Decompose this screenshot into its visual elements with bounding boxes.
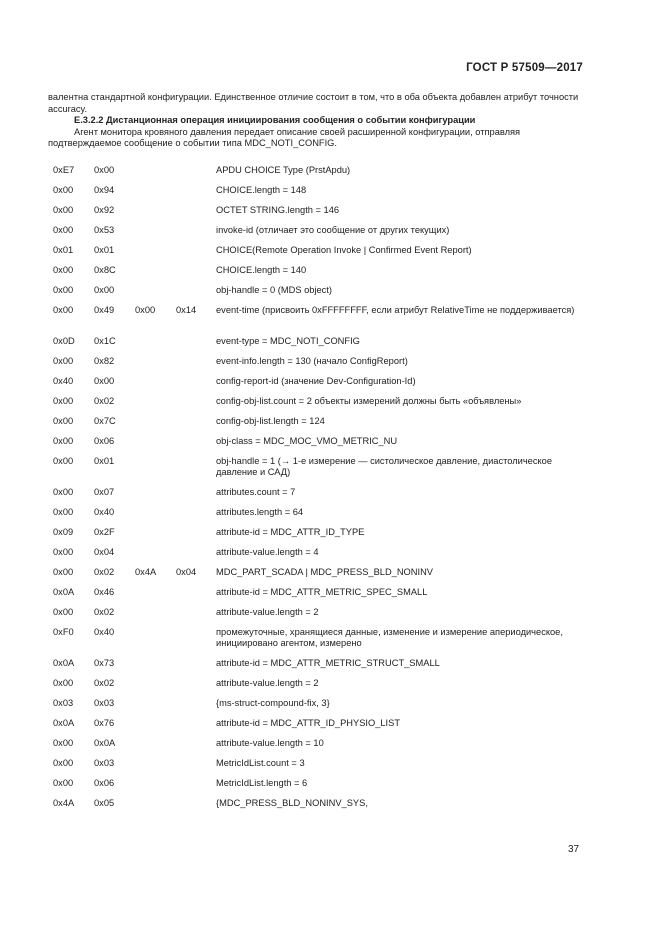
byte-cell: 0x00: [135, 305, 156, 315]
byte-cell: 0x4A: [135, 567, 157, 577]
field-description: obj-handle = 1 (→ 1-е измерение — систолическое давление, диастолическое давление и САД): [216, 456, 552, 478]
byte-cell: 0x00: [53, 185, 74, 195]
byte-cell: 0x00: [53, 356, 74, 366]
field-description: config-obj-list.length = 124: [216, 416, 325, 426]
byte-cell: 0x02: [94, 678, 115, 688]
byte-cell: 0x00: [53, 567, 74, 577]
byte-cell: 0x02: [94, 607, 115, 617]
byte-cell: 0x03: [53, 698, 74, 708]
field-description: {ms-struct-compound-fix, 3}: [216, 698, 330, 708]
byte-cell: 0x00: [94, 285, 115, 295]
byte-cell: 0x06: [94, 436, 115, 446]
field-description: event-time (присвоить 0xFFFFFFFF, если атрибут RelativeTime не поддерживается): [216, 305, 575, 315]
field-description: obj-handle = 0 (MDS object): [216, 285, 333, 295]
byte-cell: 0x00: [53, 507, 74, 517]
field-description: config-report-id (значение Dev-Configuration-Id): [216, 376, 416, 386]
byte-cell: 0x00: [53, 265, 74, 275]
byte-cell: 0x00: [53, 738, 74, 748]
byte-cell: 0x0A: [94, 738, 116, 748]
intro-text: [48, 92, 582, 150]
byte-cell: 0x01: [94, 245, 115, 255]
field-description: config-obj-list.count = 2 объекты измерений должны быть «объявлены»: [216, 396, 522, 406]
byte-cell: 0x03: [94, 758, 115, 768]
byte-cell: 0x40: [53, 376, 74, 386]
field-description: attributes.length = 64: [216, 507, 304, 517]
section-heading: E.3.2.2 Дистанционная операция инициирования сообщения о событии конфигурации: [74, 115, 476, 126]
field-description: attribute-value.length = 10: [216, 738, 324, 748]
byte-cell: 0x49: [94, 305, 115, 315]
byte-cell: 0x00: [94, 376, 115, 386]
intro-paragraph-2: Агент монитора кровяного давления передает описание своей расширенной конфигурации, отправляя подтверждаемое сообщение о событии типа MDC_NOTI_CONFIG.: [48, 126, 521, 149]
field-description: invoke-id (отличает это сообщение от других текущих): [216, 225, 450, 235]
field-description: CHOICE.length = 148: [216, 185, 307, 195]
field-description: CHOICE.length = 140: [216, 265, 307, 275]
field-description: event-info.length = 130 (начало ConfigReport): [216, 356, 408, 366]
field-description: obj-class = MDC_MOC_VMO_METRIC_NU: [216, 436, 398, 446]
field-description: attributes.count = 7: [216, 487, 296, 497]
byte-cell: 0x82: [94, 356, 115, 366]
field-description: attribute-id = MDC_ATTR_ID_TYPE: [216, 527, 365, 537]
byte-cell: 0x04: [176, 567, 197, 577]
byte-cell: 0x00: [53, 607, 74, 617]
byte-cell: 0x00: [53, 436, 74, 446]
byte-cell: 0x03: [94, 698, 115, 708]
page-number: 37: [568, 844, 580, 855]
byte-cell: 0x06: [94, 778, 115, 788]
byte-cell: 0xF0: [53, 627, 74, 637]
byte-cell: 0x1C: [94, 336, 116, 346]
byte-cell: 0x8C: [94, 265, 116, 275]
byte-cell: 0x4A: [53, 798, 75, 808]
byte-cell: 0x0D: [53, 336, 75, 346]
byte-cell: 0x02: [94, 396, 115, 406]
byte-cell: 0x00: [53, 456, 74, 466]
field-description: attribute-value.length = 2: [216, 678, 319, 688]
field-description: OCTET STRING.length = 146: [216, 205, 340, 215]
byte-cell: 0x00: [53, 396, 74, 406]
byte-cell: 0x01: [94, 456, 115, 466]
byte-cell: 0x40: [94, 627, 115, 637]
field-description: attribute-id = MDC_ATTR_METRIC_SPEC_SMALL: [216, 587, 428, 597]
byte-cell: 0x0A: [53, 718, 75, 728]
byte-cell: 0x76: [94, 718, 115, 728]
byte-cell: 0x94: [94, 185, 115, 195]
byte-cell: 0x00: [53, 487, 74, 497]
field-description: attribute-value.length = 2: [216, 607, 319, 617]
byte-cell: 0x00: [53, 205, 74, 215]
byte-cell: 0x00: [53, 225, 74, 235]
field-description: attribute-id = MDC_ATTR_METRIC_STRUCT_SMALL: [216, 658, 440, 668]
document-id: ГОСТ Р 57509—2017: [466, 62, 583, 74]
byte-cell: 0x00: [94, 165, 115, 175]
byte-cell: 0x92: [94, 205, 115, 215]
field-description: MetricIdList.length = 6: [216, 778, 308, 788]
field-description: event-type = MDC_NOTI_CONFIG: [216, 336, 360, 346]
byte-cell: 0x00: [53, 547, 74, 557]
byte-cell: 0xE7: [53, 165, 75, 175]
byte-cell: 0x09: [53, 527, 74, 537]
byte-cell: 0x02: [94, 567, 115, 577]
byte-cell: 0x00: [53, 678, 74, 688]
field-description: APDU CHOICE Type (PrstApdu): [216, 165, 351, 175]
field-description: MDC_PART_SCADA | MDC_PRESS_BLD_NONINV: [216, 567, 433, 577]
field-description: MetricIdList.count = 3: [216, 758, 305, 768]
byte-cell: 0x04: [94, 547, 115, 557]
byte-cell: 0x01: [53, 245, 74, 255]
byte-cell: 0x00: [53, 416, 74, 426]
byte-cell: 0x73: [94, 658, 115, 668]
byte-cell: 0x00: [53, 305, 74, 315]
field-description: attribute-value.length = 4: [216, 547, 319, 557]
byte-cell: 0x53: [94, 225, 115, 235]
byte-cell: 0x40: [94, 507, 115, 517]
byte-cell: 0x0A: [53, 658, 75, 668]
byte-cell: 0x46: [94, 587, 115, 597]
byte-cell: 0x2F: [94, 527, 115, 537]
byte-cell: 0x07: [94, 487, 115, 497]
field-description: {MDC_PRESS_BLD_NONINV_SYS,: [216, 798, 368, 808]
byte-cell: 0x14: [176, 305, 197, 315]
field-description: attribute-id = MDC_ATTR_ID_PHYSIO_LIST: [216, 718, 401, 728]
field-description: CHOICE(Remote Operation Invoke | Confirmed Event Report): [216, 245, 472, 255]
byte-cell: 0x00: [53, 778, 74, 788]
intro-paragraph: валентна стандартной конфигурации. Единственное отличие состоит в том, что в оба объекта добавлен атрибут точности accuracy.: [48, 92, 579, 114]
byte-cell: 0x7C: [94, 416, 116, 426]
byte-cell: 0x05: [94, 798, 115, 808]
field-description: промежуточные, хранящиеся данные, изменение и измерение апериодическое, инициировано агентом, измерено: [216, 627, 563, 649]
byte-cell: 0x00: [53, 758, 74, 768]
byte-cell: 0x00: [53, 285, 74, 295]
byte-cell: 0x0A: [53, 587, 75, 597]
